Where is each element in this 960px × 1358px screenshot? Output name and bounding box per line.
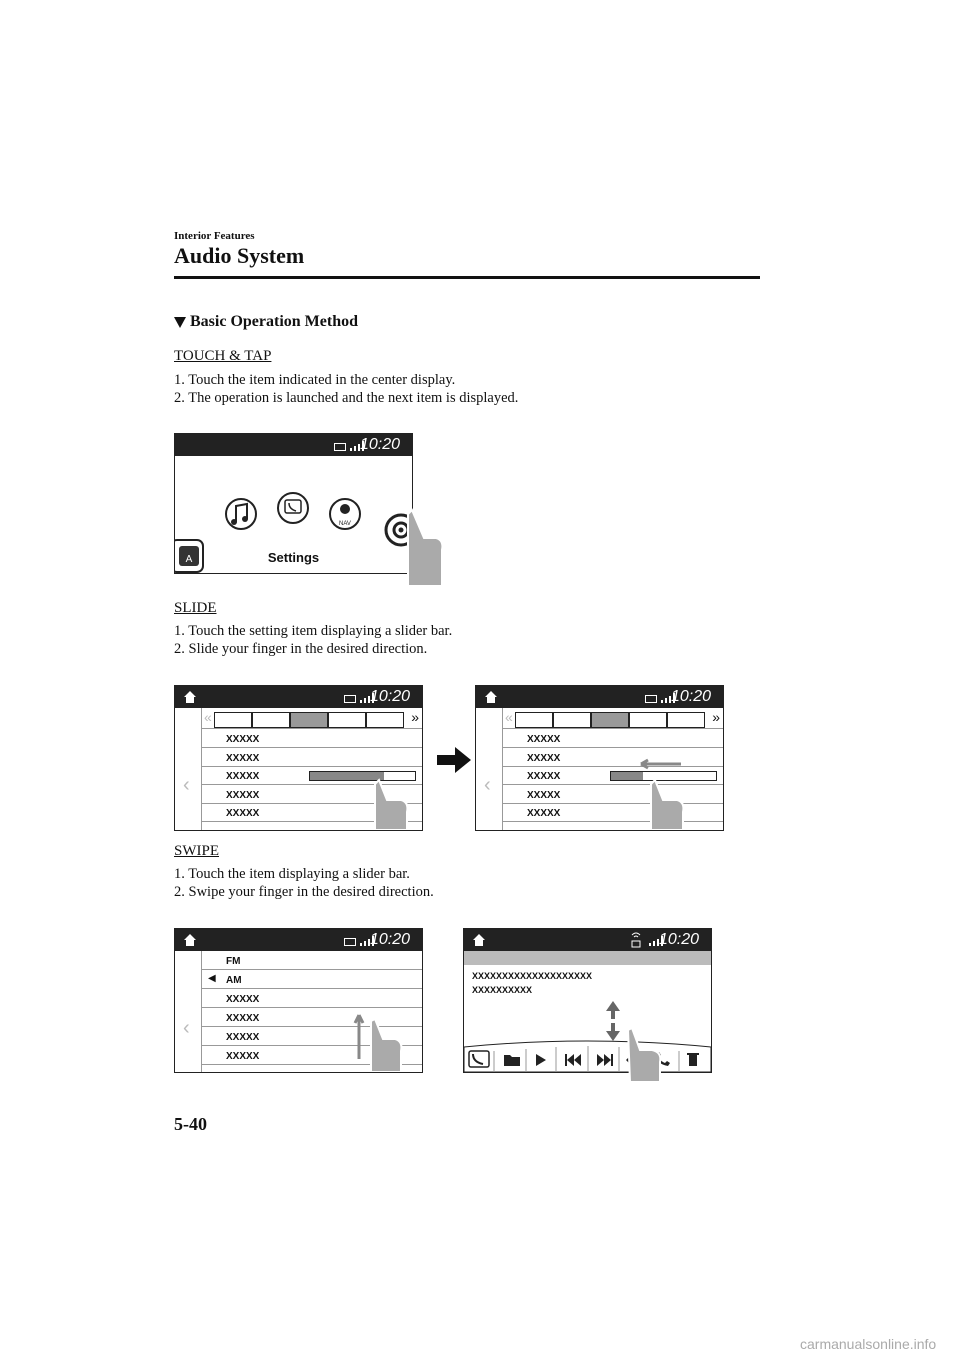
svg-text:NAV: NAV (339, 521, 351, 527)
section-label: Interior Features (174, 230, 255, 242)
touch-tap-title: TOUCH & TAP (174, 348, 272, 364)
navigation-icon (330, 499, 360, 529)
speaker-icon: ◀ (208, 973, 216, 984)
status-bar (464, 929, 711, 951)
swipe-step-1: 1. Touch the item displaying a slider bar. (174, 866, 410, 882)
clock: 10:20 (658, 931, 699, 948)
page-title: Audio System (174, 243, 305, 268)
list-item-label: AM (226, 975, 242, 986)
chevron-right-icon[interactable]: » (712, 709, 720, 725)
list-item-label: XXXXX (226, 994, 260, 1005)
list-item-label: XXXXX (226, 1013, 260, 1024)
chevron-left-icon[interactable]: « (505, 709, 513, 725)
list-item-label: XXXXX (226, 752, 260, 764)
home-screen (174, 433, 413, 574)
list-item-label: XXXXX (226, 808, 260, 819)
clock: 10:20 (670, 688, 711, 705)
finger-icon (175, 686, 422, 830)
list-item-label: XXXXX (527, 789, 561, 801)
swipe-title: SWIPE (174, 843, 219, 859)
message-line-1: XXXXXXXXXXXXXXXXXXXX (472, 971, 593, 981)
clock: 10:20 (369, 688, 410, 705)
header-rule (174, 276, 760, 279)
home-icon (472, 933, 486, 947)
slide-title: SLIDE (174, 600, 217, 616)
page-number: 5-40 (174, 1114, 207, 1134)
list-item-label: XXXXX (226, 789, 260, 801)
slide-step-1: 1. Touch the setting item displaying a slider bar. (174, 623, 453, 639)
settings-label: Settings (267, 550, 320, 565)
chevron-left-icon[interactable]: ‹ (484, 774, 491, 796)
list-item-label: XXXXX (527, 771, 561, 782)
finger-icon (476, 686, 723, 830)
finger-icon (402, 508, 446, 588)
music-icon (226, 499, 256, 529)
list-item-label: XXXXX (226, 1032, 260, 1043)
message-header-band (464, 951, 711, 965)
message-toolbar (464, 1039, 711, 1072)
status-bar (175, 434, 412, 456)
wifi-battery-icon (631, 931, 641, 949)
message-screen (463, 928, 712, 1073)
clock: 10:20 (369, 931, 410, 948)
chevron-left-icon[interactable]: « (204, 709, 212, 725)
list-item-label: XXXXX (226, 771, 260, 782)
message-line-2: XXXXXXXXXX (472, 985, 533, 995)
slider-screen-before (174, 685, 423, 831)
list-item-label: FM (226, 956, 241, 967)
arrow-left-icon (641, 760, 681, 768)
slide-step-2: 2. Slide your finger in the desired direction. (174, 641, 428, 657)
triangle-down-icon (174, 317, 186, 328)
arrow-right-icon (437, 745, 471, 775)
list-item-label: XXXXX (527, 752, 561, 764)
battery-icon (334, 443, 346, 451)
communication-icon (278, 493, 308, 523)
list-item-label: XXXXX (527, 734, 561, 745)
sub-heading-text: Basic Operation Method (190, 313, 358, 330)
finger-icon (620, 1028, 664, 1084)
chevron-left-icon[interactable]: ‹ (183, 1017, 190, 1039)
slider-screen-after (475, 685, 724, 831)
clock: 10:20 (359, 436, 400, 453)
chevron-left-icon[interactable]: ‹ (183, 774, 190, 796)
list-item-label: XXXXX (226, 1051, 260, 1062)
swipe-arrows-icon (606, 1001, 620, 1041)
list-item-label: XXXXX (226, 734, 260, 745)
list-item-label: XXXXX (527, 808, 561, 819)
radio-list-screen (174, 928, 423, 1073)
touch-tap-step-2: 2. The operation is launched and the next item is displayed. (174, 390, 519, 406)
chevron-right-icon[interactable]: » (411, 709, 419, 725)
arrow-up-icon (355, 1015, 363, 1059)
finger-icon (175, 929, 422, 1072)
sub-heading (174, 313, 358, 331)
svg-text:A: A (185, 554, 193, 565)
touch-tap-step-1: 1. Touch the item indicated in the center display. (174, 372, 456, 388)
watermark: carmanualsonline.info (800, 1336, 937, 1352)
swipe-step-2: 2. Swipe your finger in the desired direction. (174, 884, 434, 900)
